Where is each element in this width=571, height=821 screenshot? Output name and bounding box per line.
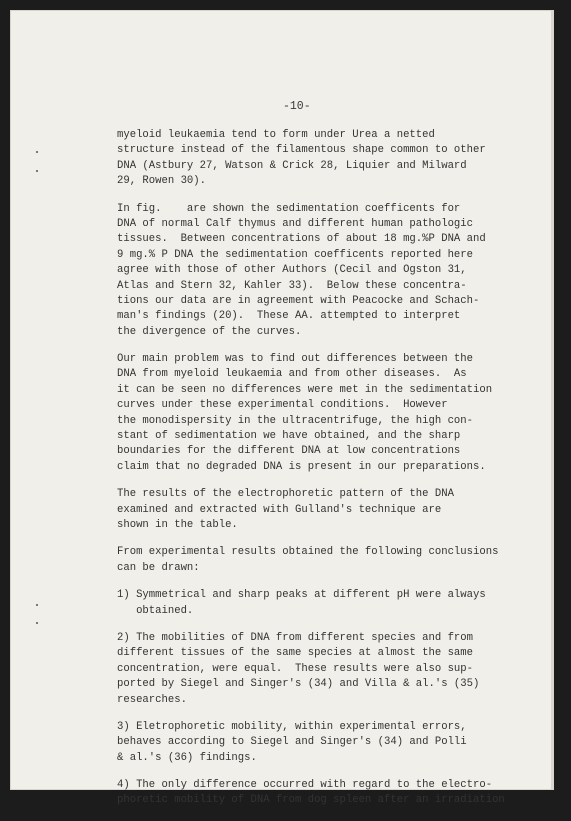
paragraph [117,631,537,708]
text-line: DNA (Astbury 27, Watson & Crick 28, Liquier and Milward [117,159,467,172]
text-line: 1) Symmetrical and sharp peaks at different pH were always [117,589,486,602]
text-line: different tissues of the same species at almost the same [117,647,474,660]
paragraph [117,545,537,576]
text-line: From experimental results obtained the following conclusions [117,546,499,559]
page-number: -10- [283,100,311,113]
text-line: The results of the electrophoretic pattern of the DNA [117,488,454,501]
text-line: agree with those of other Authors (Cecil and Ogston 31, [117,264,467,277]
document-page [10,10,554,807]
text-line: behaves according to Siegel and Singer's (34) and Polli [117,736,467,749]
text-line: man's findings (20). These AA. attempted to interpret [117,310,461,323]
text-line: tissues. Between concentrations of about 18 mg.%P DNA and [117,233,486,246]
text-line: can be drawn: [117,561,200,574]
text-line: myeloid leukaemia tend to form under Urea a netted [117,129,435,141]
text-line: claim that no degraded DNA is present in our preparations. [117,460,486,473]
paragraph [117,202,537,341]
text-line: DNA from myeloid leukaemia and from other diseases. As [117,368,467,381]
text-line: tions our data are in agreement with Peacocke and Schach- [117,294,480,307]
paragraph [117,720,537,766]
text-line: Atlas and Stern 32, Kahler 33). Below these concentra- [117,279,467,292]
text-line: 9 mg.% P DNA the sedimentation coefficents reported here [117,248,474,261]
margin-mark [36,151,38,153]
text-line: concentration, were equal. These results were also sup- [117,662,474,675]
text-line: phoretic mobility of DNA from dog spleen after an irradiation [117,794,505,807]
text-line: 29, Rowen 30). [117,175,207,188]
text-line: shown in the table. [117,518,238,531]
paragraph [117,487,537,533]
page-edge [551,10,554,790]
text-line: the monodispersity in the ultracentrifuge, the high con- [117,414,474,427]
text-line: examined and extracted with Gulland's technique are [117,503,442,516]
text-line: boundaries for the different DNA at low concentrations [117,445,461,458]
text-line: In fig. are shown the sedimentation coefficents for [117,202,461,215]
body-text [117,128,537,821]
text-line: Our main problem was to find out differences between the [117,353,474,366]
text-line: curves under these experimental conditions. However [117,399,448,412]
text-line: DNA of normal Calf thymus and different human pathologic [117,217,474,230]
margin-mark [36,622,38,624]
text-line: structure instead of the filamentous shape common to other [117,144,486,157]
paragraph [117,588,537,619]
text-line: 2) The mobilities of DNA from different species and from [117,631,474,644]
text-line: stant of sedimentation we have obtained, and the sharp [117,430,461,443]
text-line: 4) The only difference occurred with regard to the electro- [117,779,493,792]
text-line: the divergence of the curves. [117,325,302,338]
margin-mark [36,170,38,172]
paragraph [117,128,537,190]
text-line: obtained. [117,604,194,617]
paragraph [117,778,537,809]
paragraph [117,352,537,475]
text-line: ported by Siegel and Singer's (34) and Villa & al.'s (35) [117,678,480,691]
text-line: & al.'s (36) findings. [117,751,257,764]
text-line: it can be seen no differences were met in the sedimentation [117,383,493,396]
text-line: 3) Eletrophoretic mobility, within experimental errors, [117,720,467,733]
text-line: researches. [117,693,187,706]
margin-mark [36,604,38,606]
